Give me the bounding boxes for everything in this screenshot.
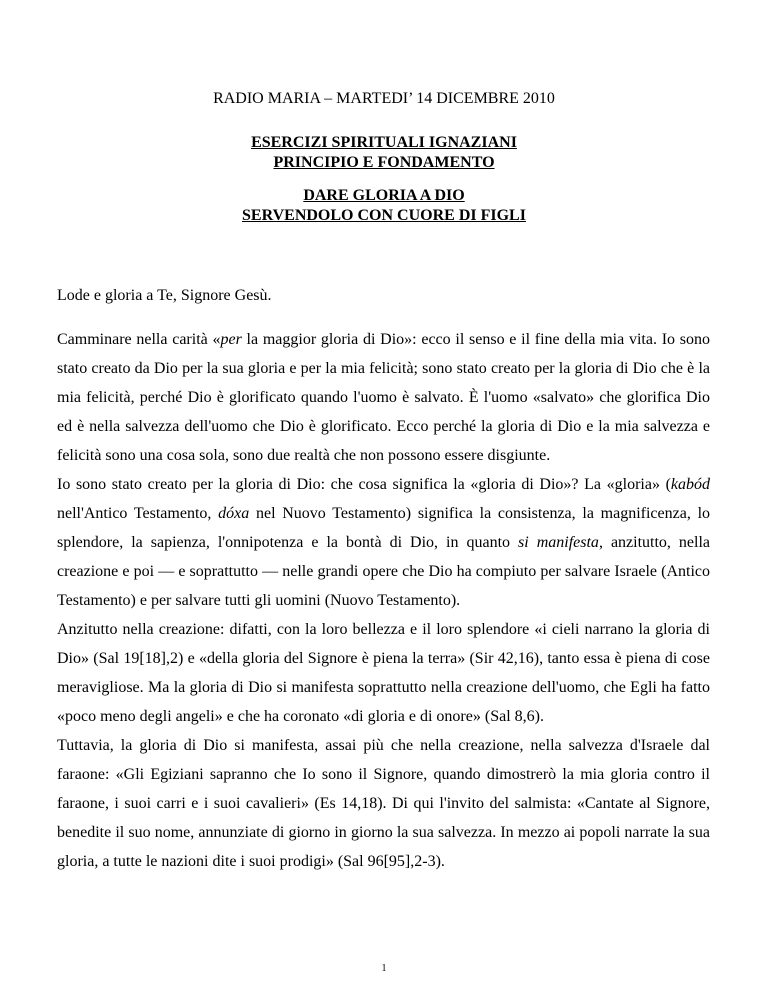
title-exercises-line2: PRINCIPIO E FONDAMENTO: [273, 154, 495, 171]
page-number: 1: [381, 963, 387, 974]
broadcast-header: RADIO MARIA – MARTEDI’ 14 DICEMBRE 2010: [213, 90, 555, 107]
paragraph-1: Camminare nella carità «per la maggior gloria di Dio»: ecco il senso e il fine della mia vita. Io sono stato creato da Dio per la sua gloria e per la mia felicità; sono stato creato per la gloria di Dio che è la mia felicità, perché Dio è glorificato quando l'uomo è salvato. È l'uomo «salvato» che glorifica Dio ed è nella salvezza dell'uomo che Dio è glorificato. Ecco perché la gloria di Dio e la mia salvezza e felicità sono una cosa sola, sono due realtà che non possono essere disgiunte.: [57, 331, 710, 464]
body-text: [57, 325, 710, 876]
title-theme: [0, 186, 768, 226]
paragraph-3: Anzitutto nella creazione: difatti, con la loro bellezza e il loro splendore «i cieli narrano la gloria di Dio» (Sal 19[18],2) e «della gloria del Signore è piena la terra» (Sir 42,16), tanto essa è piena di cose meravigliose. Ma la gloria di Dio si manifesta soprattutto nella creazione dell'uomo, che Egli ha fatto «poco meno degli angeli» e che ha coronato «di gloria e di onore» (Sal 8,6).: [57, 621, 710, 725]
paragraph-2: Io sono stato creato per la gloria di Dio: che cosa significa la «gloria di Dio»? La «gloria» (kabód nell'Antico Testamento, dóxa nel Nuovo Testamento) significa la consistenza, la magnificenza, lo splendore, la sapienza, l'onnipotenza e la bontà di Dio, in quanto si manifesta, anzitutto, nella creazione e poi — e soprattutto — nelle grandi opere che Dio ha compiuto per salvare Israele (Antico Testamento) e per salvare tutti gli uomini (Nuovo Testamento).: [57, 476, 711, 609]
paragraph-4: Tuttavia, la gloria di Dio si manifesta, assai più che nella creazione, nella salvezza d'Israele dal faraone: «Gli Egiziani sapranno che Io sono il Signore, quando dimostrerò la mia gloria contro il faraone, i suoi carri e i suoi cavalieri» (Es 14,18). Di qui l'invito del salmista: «Cantate al Signore, benedite il suo nome, annunziate di giorno in giorno la sua salvezza. In mezzo ai popoli narrate la sua gloria, a tutte le nazioni dite i suoi prodigi» (Sal 96[95],2-3).: [57, 737, 710, 870]
title-exercises: [0, 133, 768, 173]
title-theme-line1: DARE GLORIA A DIO: [303, 187, 465, 204]
title-exercises-line1: ESERCIZI SPIRITUALI IGNAZIANI: [251, 134, 517, 151]
title-theme-line2: SERVENDOLO CON CUORE DI FIGLI: [242, 207, 526, 224]
greeting: Lode e gloria a Te, Signore Gesù.: [57, 287, 272, 304]
